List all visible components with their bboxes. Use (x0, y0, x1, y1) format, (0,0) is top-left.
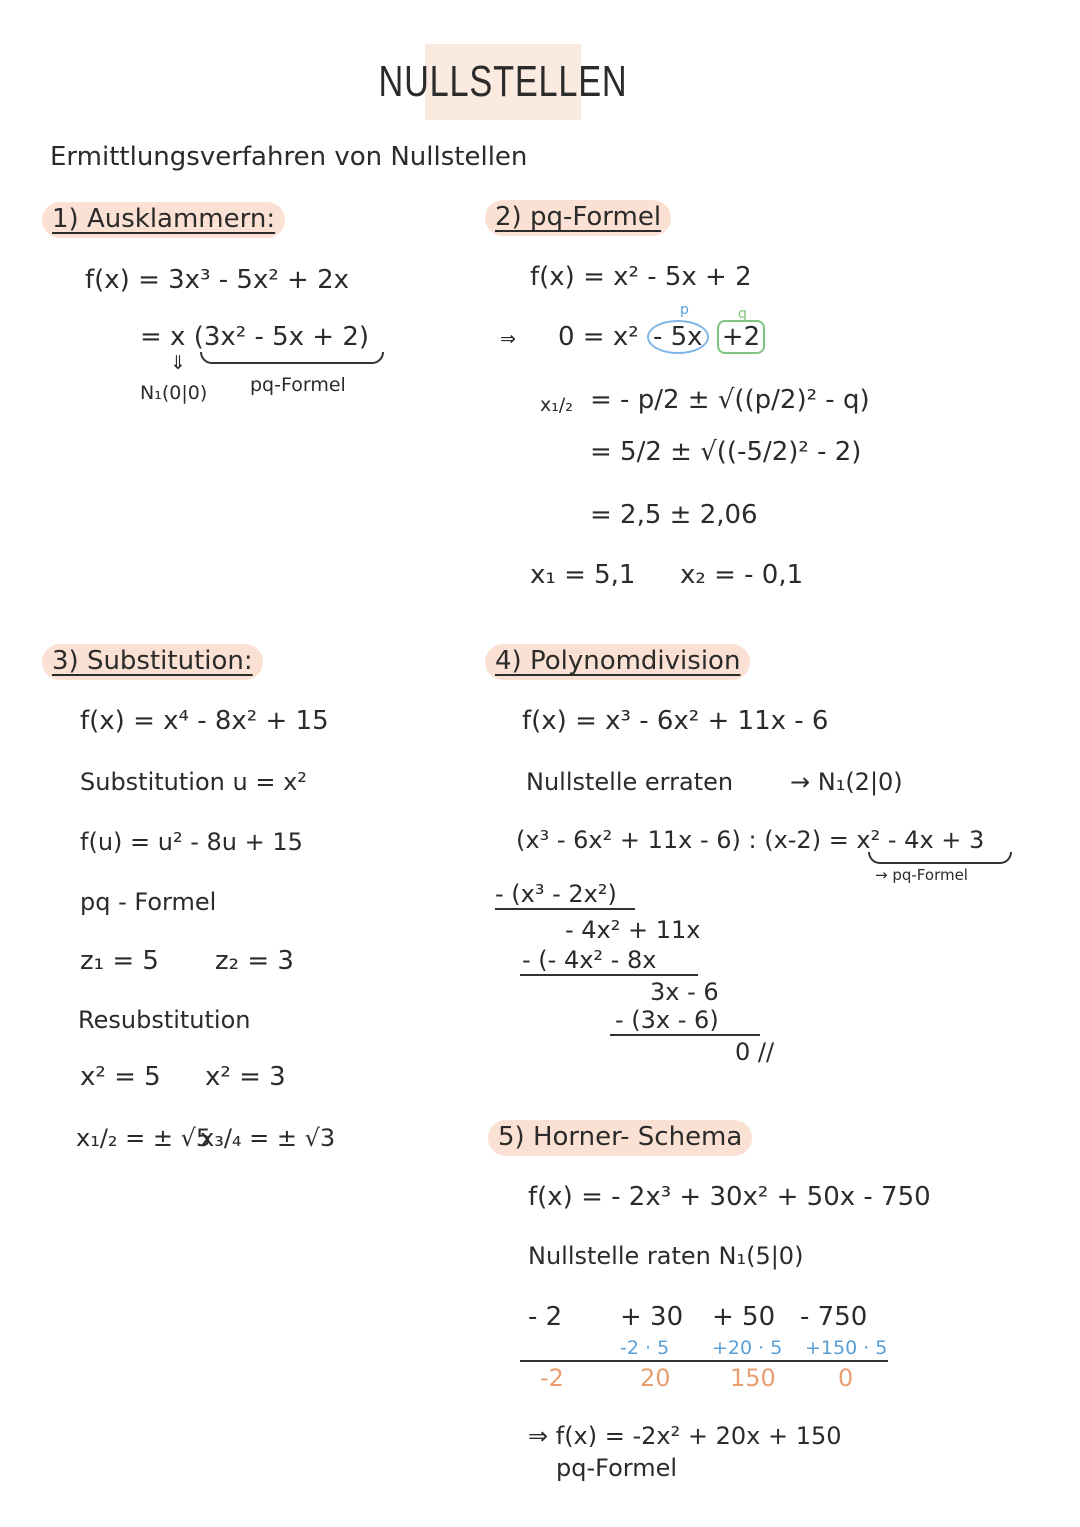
s1-pq: pq-Formel (250, 374, 346, 396)
s1-underbrace (200, 352, 384, 364)
s3-z2: z₂ = 3 (215, 946, 294, 976)
s4-div-2: - 4x² + 11x (565, 916, 701, 944)
s5-line-1: f(x) = - 2x³ + 30x² + 50x - 750 (528, 1182, 931, 1212)
s5-r1-c4: - 750 (800, 1302, 868, 1332)
s3-x34: x₃/₄ = ± √3 (200, 1124, 336, 1152)
intro-text: Ermittlungsverfahren von Nullstellen (50, 142, 528, 172)
section-4-heading-text: 4) Polynomdivision (495, 646, 741, 676)
s4-pq: → pq-Formel (875, 866, 968, 884)
s2-p-label: p (680, 302, 689, 318)
s5-r3-c3: 150 (730, 1364, 776, 1392)
s4-line-2: Nullstelle erraten (526, 768, 734, 796)
s4-rule-2 (520, 974, 698, 976)
s5-r3-c1: -2 (540, 1364, 564, 1392)
s2-line-2a: 0 = x² (558, 322, 639, 352)
s4-line-3: (x³ - 6x² + 11x - 6) : (x-2) = x² - 4x + 3 (516, 826, 985, 854)
section-1-heading-text: 1) Ausklammern: (52, 204, 276, 234)
s3-x2a: x² = 5 (80, 1062, 161, 1092)
s5-r3-c2: 20 (640, 1364, 671, 1392)
s3-line-2: Substitution u = x² (80, 768, 307, 796)
s5-pq: pq-Formel (556, 1454, 678, 1482)
s4-rule-3 (610, 1034, 760, 1036)
s4-rule-1 (495, 908, 635, 910)
s2-q-label: q (738, 306, 747, 322)
s2-line-3: = - p/2 ± √((p/2)² - q) (590, 385, 870, 415)
section-1-heading (42, 202, 285, 238)
s3-line-3: f(u) = u² - 8u + 15 (80, 828, 303, 856)
s4-root: → N₁(2|0) (790, 768, 903, 796)
s4-div-6: 0 // (735, 1038, 775, 1066)
s4-div-4: 3x - 6 (650, 978, 719, 1006)
s2-arrow: ⇒ (500, 328, 516, 350)
s3-line-4: pq - Formel (80, 888, 217, 916)
s5-r3-c4: 0 (838, 1364, 854, 1392)
section-5-heading-text: 5) Horner- Schema (498, 1122, 743, 1152)
section-5-heading (488, 1120, 752, 1156)
s5-r2-c3: +20 · 5 (712, 1337, 783, 1359)
s4-div-5: - (3x - 6) (615, 1006, 719, 1034)
s5-r2-c4: +150 · 5 (805, 1337, 888, 1359)
s1-line-2: = x (3x² - 5x + 2) (140, 322, 370, 352)
s5-r2-c2: -2 · 5 (620, 1337, 670, 1359)
s4-div-3: - (- 4x² - 8x (522, 946, 657, 974)
s2-line-1: f(x) = x² - 5x + 2 (530, 262, 752, 292)
s2-p-term: - 5x (647, 320, 709, 354)
section-3-heading (42, 644, 263, 680)
s5-r1-c2: + 30 (620, 1302, 684, 1332)
s3-line-1: f(x) = x⁴ - 8x² + 15 (80, 706, 329, 736)
s4-underbrace (868, 852, 1012, 864)
s3-x12: x₁/₂ = ± √5 (76, 1124, 212, 1152)
s5-rule (520, 1360, 888, 1362)
section-2-heading (485, 200, 671, 236)
s1-root: N₁(0|0) (140, 382, 208, 404)
section-2-heading-text: 2) pq-Formel (495, 202, 662, 232)
s1-arrow: ⇓ (170, 352, 186, 374)
s4-line-1: f(x) = x³ - 6x² + 11x - 6 (522, 706, 829, 736)
s5-r1-c1: - 2 (528, 1302, 563, 1332)
s4-div-1: - (x³ - 2x²) (495, 880, 617, 908)
s2-line-4: = 5/2 ± √((-5/2)² - 2) (590, 437, 862, 467)
s3-x2b: x² = 3 (205, 1062, 286, 1092)
s2-x12: x₁/₂ (540, 394, 573, 416)
s5-result: ⇒ f(x) = -2x² + 20x + 150 (528, 1422, 842, 1450)
s2-line-2 (558, 322, 765, 352)
page-title: NULLSTELLEN (425, 44, 581, 120)
s2-line-5: = 2,5 ± 2,06 (590, 500, 758, 530)
s3-line-5: Resubstitution (78, 1006, 251, 1034)
s5-line-2: Nullstelle raten N₁(5|0) (528, 1242, 804, 1270)
s1-line-1: f(x) = 3x³ - 5x² + 2x (85, 265, 349, 295)
s2-x1: x₁ = 5,1 (530, 560, 636, 590)
section-3-heading-text: 3) Substitution: (52, 646, 253, 676)
s5-r1-c3: + 50 (712, 1302, 776, 1332)
section-4-heading (485, 644, 750, 680)
s3-z1: z₁ = 5 (80, 946, 159, 976)
s2-x2: x₂ = - 0,1 (680, 560, 804, 590)
s2-q-term: +2 (717, 320, 765, 354)
